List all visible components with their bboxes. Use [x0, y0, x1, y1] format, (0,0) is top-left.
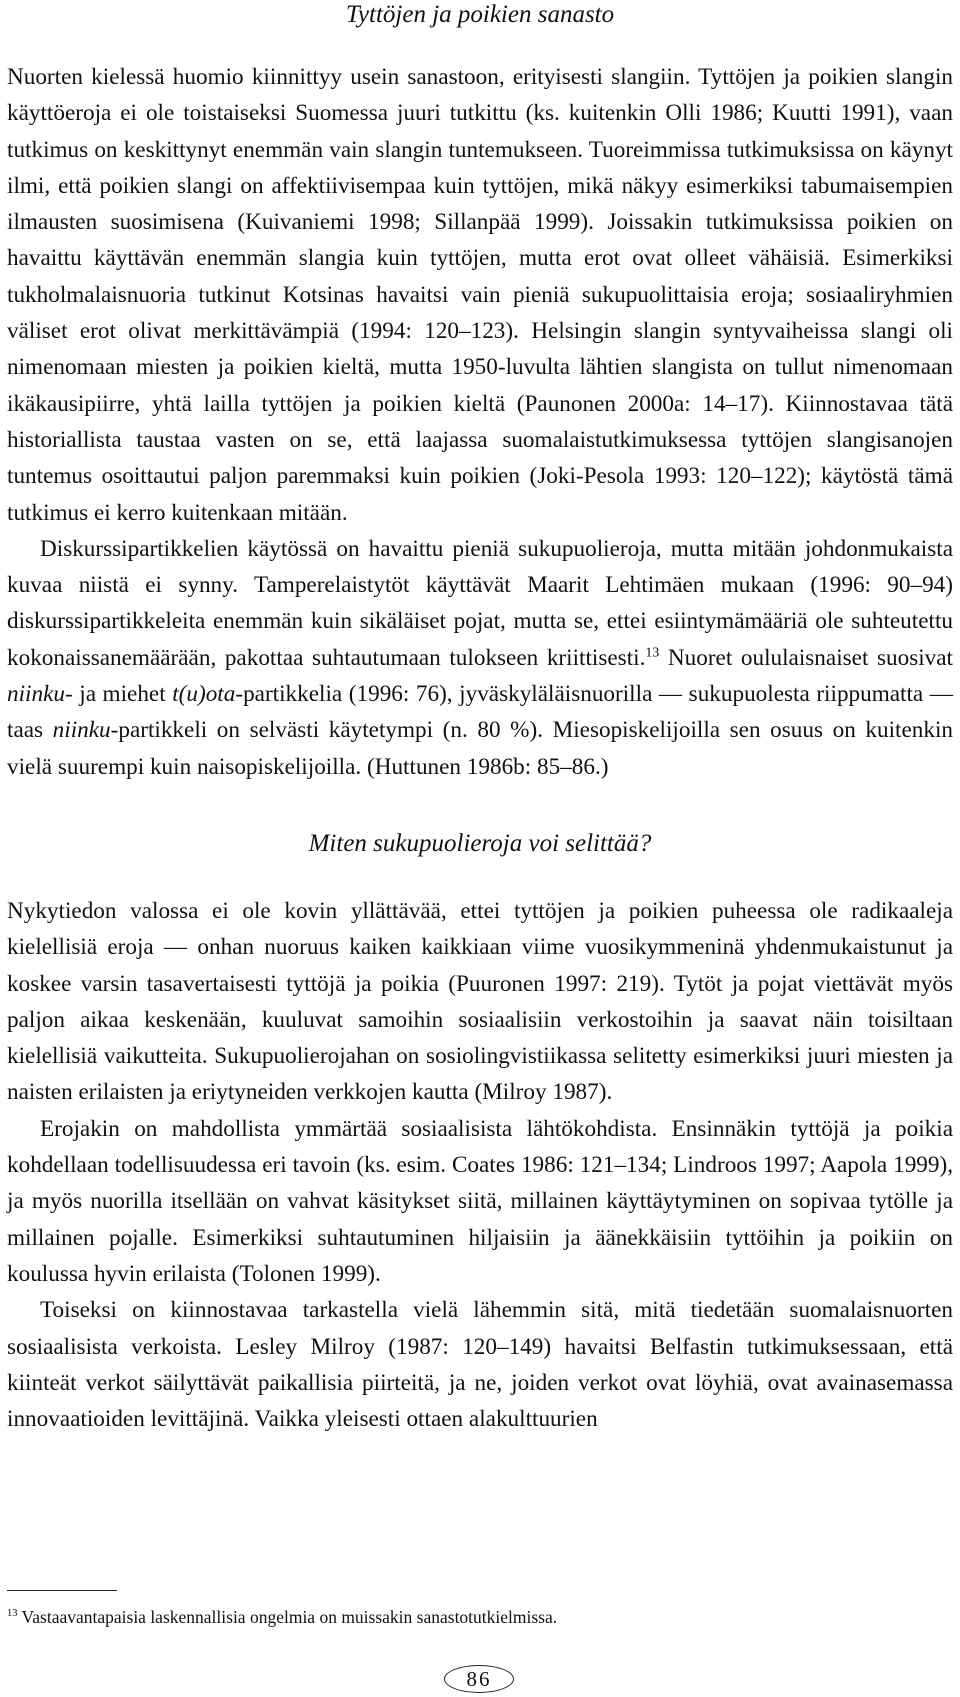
section-heading-explanations: Miten sukupuolieroja voi selittää?	[308, 830, 652, 857]
paragraph-text: ja miehet	[72, 681, 173, 708]
footnote-reference[interactable]: 13	[645, 645, 660, 661]
paragraph-text: -partikkelia (1996: 76), jyväskyläläisnuorilla — sukupuolesta riippumatta — taas	[7, 681, 953, 744]
paragraph-similarity: Nykytiedon valossa ei ole kovin yllättävää, ettei tyttöjen ja poikien puheessa ole radikaaleja kielellisiä eroja — onhan nuoruus kaiken kaikkiaan viime vuosikymmeninä yhdenmukaistunut ja koskee varsin tasavertaisesti tyttöjä ja poikia (Puuronen 1997: 219). Tytöt ja pojat viettävät myös paljon aikaa keskenään, kuuluvat samoihin sosiaalisiin verkostoihin ja saavat näin toisiltaan kielellisiä vaikutteita. Sukupuolierojahan on sosiolingvistiikassa selitetty esimerkiksi juuri miesten ja naisten erilaisten ja eriytyneiden verkkojen kautta (Milroy 1987).	[7, 898, 953, 1106]
term-niinku: niinku-	[7, 681, 73, 708]
footnote-number: 13	[7, 1608, 18, 1620]
section-heading-vocabulary: Tyttöjen ja poikien sanasto	[345, 1, 615, 28]
term-niinku: niinku	[52, 717, 111, 744]
page-number: 86	[444, 1665, 514, 1693]
paragraph-discourse-particles	[7, 531, 953, 785]
paragraph-text: Diskurssipartikkelien käytössä on havaittu pieniä sukupuolieroja, mutta mitään johdonmukaista kuvaa niistä ei synny. Tamperelaistytöt käyttävät Maarit Lehtimäen mukaan (1996: 90–94) diskurssipartikkeleita enemmän kuin sikäläiset pojat, mutta se, ettei esiintymämääriä ole suhteutettu kokonaissanemäärään, pakottaa suhtautumaan tulokseen kriittisesti.	[7, 535, 953, 671]
paragraph-slang: Nuorten kielessä huomio kiinnittyy usein sanastoon, erityisesti slangiin. Tyttöjen ja poikien slangin käyttöeroja ei ole toistaiseksi Suomessa juuri tutkittu (ks. kuitenkin Olli 1986; Kuutti 1991), vaan tutkimus on keskittynyt enemmän vain slangin tuntemukseen. Tuoreimmissa tutkimuksissa on käynyt ilmi, että poikien slangi on affektiivisempaa kuin tyttöjen, mikä näkyy esimerkiksi tabumaisempien ilmausten suosimisena (Kuivaniemi 1998; Sillanpää 1999). Joissakin tutkimuksissa poikien on havaittu käyttävän enemmän slangia kuin tyttöjen, mutta erot ovat olleet vähäisiä. Esimerkiksi tukholmalaisnuoria tutkinut Kotsinas havaitsi vain pieniä sukupuolittaisia eroja; sosiaaliryhmien väliset erot olivat merkittävämpiä (1994: 120–123). Helsingin slangin syntyvaiheissa slangi oli nimenomaan miesten ja poikien kieltä, mutta 1950-luvulta lähtien slangista on tullut nimenomaan ikäkausipiirre, yhtä lailla tyttöjen ja poikien kieltä (Paunonen 2000a: 14–17). Kiinnostavaa tätä historiallista taustaa vasten on se, että laajassa suomalaistutkimuksessa tyttöjen slangisanojen tuntemus osoittautui paljon paremmaksi kuin poikien (Joki-Pesola 1993: 120–122); käytöstä tämä tutkimus ei kerro kuitenkaan mitään.	[7, 64, 953, 526]
section-body-vocabulary	[7, 59, 953, 785]
paragraph-text: Nuoret oululaisnaiset suosivat	[659, 644, 953, 671]
footnote	[7, 1605, 947, 1629]
section-body-explanations	[7, 893, 953, 1437]
footnote-divider	[7, 1590, 117, 1591]
term-tuota: t(u)ota	[172, 681, 236, 708]
paragraph-text: -partikkeli on selvästi käytetympi (n. 80 %). Miesopiskelijoilla sen osuus on kuitenkin vielä suurempi kuin naisopiskelijoilla. (Huttunen 1986b: 85–86.)	[7, 717, 953, 780]
paragraph-social-networks: Toiseksi on kiinnostavaa tarkastella vielä lähemmin sitä, mitä tiedetään suomalaisnuorten sosiaalisista verkoista. Lesley Milroy (1987: 120–149) havaitsi Belfastin tutkimuksessaan, että kiinteät verkot säilyttävät paikallisia piirteitä, ja ne, joiden verkot ovat löyhiä, ovat avainasemassa innovaatioiden levittäjinä. Vaikka yleisesti ottaen alakulttuurien	[7, 1297, 953, 1433]
footnote-text: Vastaavantapaisia laskennallisia ongelmia on muissakin sanastotutkielmissa.	[17, 1607, 558, 1627]
paragraph-social-treatment: Erojakin on mahdollista ymmärtää sosiaalisista lähtökohdista. Ensinnäkin tyttöjä ja poikia kohdellaan todellisuudessa eri tavoin (ks. esim. Coates 1986: 121–134; Lindroos 1997; Aapola 1999), ja myös nuorilla itsellään on vahvat käsitykset siitä, millainen käyttäytyminen on sopivaa tytölle ja millainen pojalle. Esimerkiksi suhtautuminen hiljaisiin ja äänekkäisiin tyttöihin ja poikiin on koulussa hyvin erilaista (Tolonen 1999).	[7, 1115, 953, 1287]
